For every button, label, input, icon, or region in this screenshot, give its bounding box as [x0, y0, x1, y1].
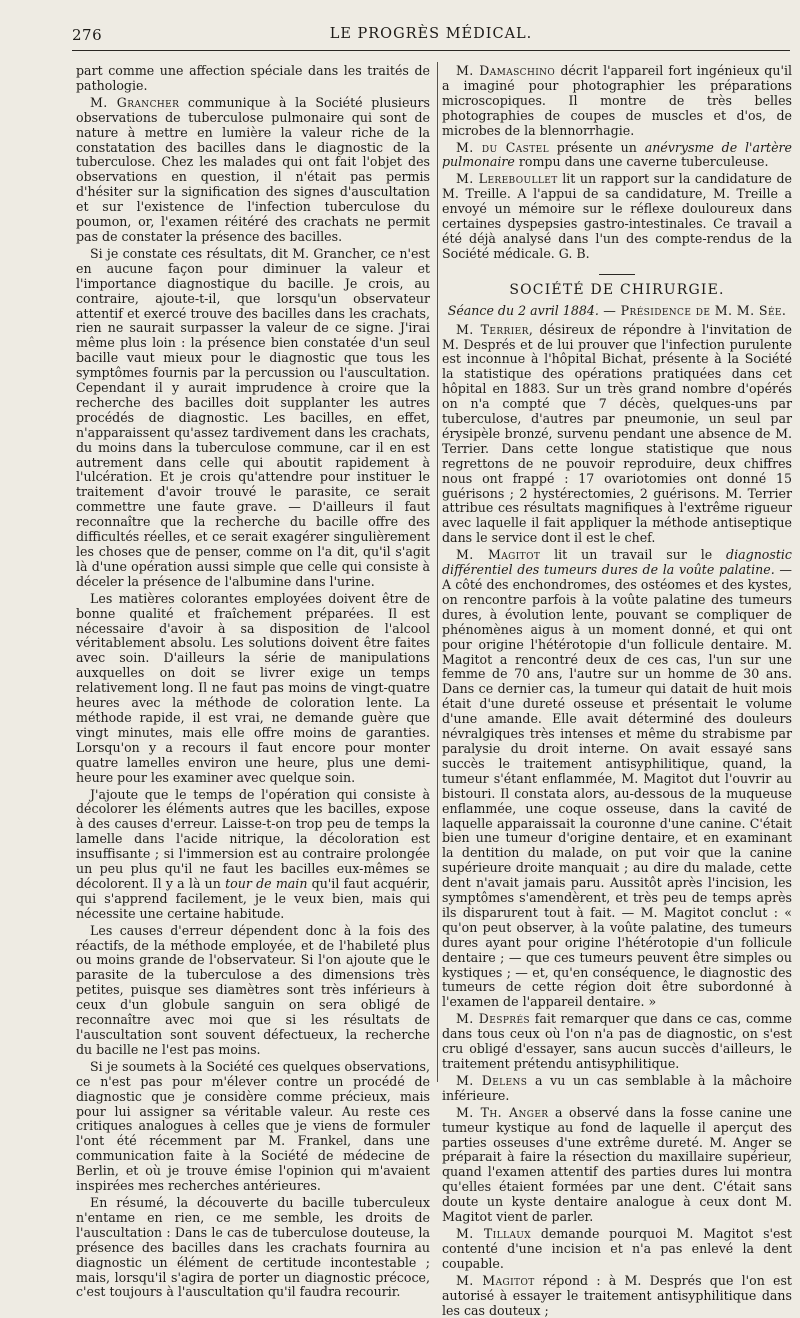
paragraph-text: lit un travail sur le [540, 547, 727, 563]
paragraph-text: part comme une affection spéciale dans les traités de pathologie. [76, 63, 430, 93]
paragraph [442, 323, 792, 547]
paragraph-text: En résumé, la découverte du bacille tuberculeux n'entame en rien, ce me semble, les droits de l'auscultation : Dans le cas de tuberculose douteuse, la présence des bacilles dans les crachats fournira au diagnostic un élément de certitude incontestable ; mais, lorsqu'il s'agira de porter un diagnostic précoce, c'est toujours à l'auscultation qu'il faudra recourir. [76, 1194, 430, 1300]
paragraph [442, 548, 792, 1010]
paragraph-text-after: — A côté des enchondromes, des ostéomes et des kystes, on rencontre parfois à la voûte palatine des tumeurs dures, à évolution lente, pouvant se compliquer de phénomènes aigus à un moment donné, et qui ont pour origine l'hétérotopie d'un follicule dentaire. M. Magitot a rencontré deux de ces cas, l'un sur une femme de 70 ans, l'autre sur un homme de 30 ans. Dans ce dernier cas, la tumeur qui datait de huit mois était d'une dureté osseuse et présentait le volume d'une amande. Elle avait déterminé des douleurs névralgiques très intenses et même du strabisme par paralysie du droit interne. On avait essayé sans succès le traitement antisyphilitique, quand, la tumeur s'étant enflammée, M. Magitot dut l'ouvrir au bistouri. Il constata alors, au-dessous de la muqueuse enflammée, une coque osseuse, dans la cavité de laquelle apparaissait la couronne d'une canine. C'était bien une tumeur d'origine dentaire, et en examinant la dentition du malade, on put voir que la canine supérieure droite manquait ; au dire du malade, cette dent n'avait jamais paru. Aussitôt après l'incision, les symptômes s'amendèrent, et très peu de temps après ils disparurent tout à fait. — M. Magitot conclut : « qu'on peut observer, à la voûte palatine, des tumeurs dures ayant pour origine l'hétérotopie d'un follicule dentaire ; — que ces tumeurs peuvent être simples ou kystiques ; — et, qu'en conséquence, le diagnostic des tumeurs de cette région doit être subordonné à l'examen de l'appareil dentaire. » [442, 562, 792, 1010]
paragraph-text-after: rompu dans une caverne tuberculeuse. [514, 154, 769, 170]
right-column-top [442, 64, 792, 262]
column-divider [437, 62, 438, 1082]
paragraph [442, 1012, 792, 1072]
paragraph [442, 64, 792, 139]
paragraph-text: décrit l'appareil fort ingénieux qu'il a imaginé pour photographier les préparations microscopiques. Il montre de très belles photographies de coupes de muscles et d'os, de microbes de la blennorrhagie. [442, 63, 792, 138]
paragraph-text: Si je soumets à la Société ces quelques observations, ce n'est pas pour m'élever contre un procédé de diagnostic que je considère comme précieux, mais pour lui assigner sa véritable valeur. Au reste ces critiques analogues à celles que je viens de formuler l'ont été récemment par M. Frankel, dans une communication faite à la Société de médecine de Berlin, et où je trouve émise l'opinion qui m'avaient inspirées mes recherches antérieures. [76, 1058, 430, 1194]
paragraph [442, 1106, 792, 1225]
section-heading [442, 274, 792, 298]
speaker-name: M. du Castel [456, 139, 549, 155]
paragraph [442, 172, 792, 261]
session-date: Séance du 2 avril 1884. [447, 302, 599, 318]
speaker-name: M. Lereboullet [456, 171, 558, 187]
paragraph-text: , désireux de répondre à l'invitation de M. Després et de lui prouver que l'infection purulente est inconnue à l'hôpital Bichat, présente à la Société la statistique des opérations pratiquées dans cet hôpital en 1883. Sur un très grand nombre d'opérés on n'a compté que 7 décès, quelques-uns par tuberculose, d'autres par pneumonie, un seul par érysipèle bronzé, survenu pendant une absence de M. Terrier. Dans cette longue statistique que nous regrettons de ne pouvoir reproduire, deux chiffres nous ont frappé : 17 ovariotomies ont donné 15 guérisons ; 2 hystérectomies, 2 guérisons. M. Terrier attribue ces résultats magnifiques à l'extrême rigueur avec laquelle il fait appliquer la méthode antiseptique dans le service dont il est le chef. [442, 321, 793, 546]
paragraph-text: J'ajoute que le temps de l'opération qui consiste à décolorer les éléments autres que les bacilles, expose à des causes d'erreur. Laisse-t-on trop peu de temps la lamelle dans l'acide nitrique, la décoloration est insuffisante ; si l'immersion est au contraire prolongée un peu plus qu'il ne faut les bacilles eux-mêmes se décolorent. Il y a là un [76, 786, 430, 891]
paragraph-text: répond : à M. Després que l'on est autorisé à essayer le traitement antisyphilitique dans les cas douteux ; [442, 1272, 792, 1318]
paragraph [442, 1227, 792, 1272]
speaker-name: M. Terrier [456, 321, 529, 337]
speaker-name: M. Damaschino [456, 63, 556, 78]
session-line [442, 304, 792, 319]
paragraph-text: Si je constate ces résultats, dit M. Grancher, ce n'est en aucune façon pour diminuer la valeur et l'importance diagnostique du bacille. Je crois, au contraire, ajoute-t-il, que lorsqu'un observateur attentif et exercé trouve des bacilles dans les crachats, rien ne saurait surpasser la valeur de ce signe. J'irai même plus loin : la présence bien constatée d'un seul bacille vaut mieux pour le diagnostic que tous les symptômes fournis par la percussion ou l'auscultation. Cependant il y aurait imprudence à croire que la recherche des bacilles doit supplanter les autres procédés de diagnostic. Les bacilles, en effet, n'apparaissent qu'assez tardivement dans les crachats, du moins dans la tuberculose commune, car il en est autrement dans celle qui aboutit rapidement à l'ulcération. Et je crois qu'attendre pour instituer le traitement d'avoir trouvé le parasite, ce serait commettre une faute grave. — D'ailleurs il faut reconnaître que la recherche du bacille offre des difficultés réelles, et ce serait exagérer singulièrement les choses que de penser, comme on l'a dit, qu'il s'agit là d'une opération aussi simple que celle qui consiste à déceler la présence de l'albumine dans l'urine. [76, 245, 430, 589]
speaker-name: M. Després [456, 1011, 530, 1027]
paragraph-text: a vu un cas semblable à la mâchoire inférieure. [442, 1072, 792, 1103]
paragraph-text: Les matières colorantes employées doivent être de bonne qualité et fraîchement préparées. Il est nécessaire d'avoir à sa disposition de l'alcool véritablement absolu. Les solutions doivent être faites avec soin. D'ailleurs la série de manipulations auxquelles on doit se livrer exige un temps relativement long. Il ne faut pas moins de vingt-quatre heures avec la méthode de coloration lente. La méthode rapide, il est vrai, ne demande guère que vingt minutes, mais elle offre moins de garanties. Lorsqu'on y a recours il faut encore pour monter quatre lamelles environ une heure, plus une demi-heure pour les examiner avec quelque soin. [76, 590, 430, 785]
paragraph [76, 1060, 430, 1194]
paragraph-text: présente un [548, 139, 645, 155]
paragraph [76, 1196, 430, 1300]
paragraph-text: demande pourquoi M. Magitot s'est contenté d'une incision et n'a pas enlevé la dent coupable. [442, 1225, 792, 1271]
right-column [442, 63, 793, 1318]
speaker-name: M. Th. Anger [456, 1104, 549, 1120]
page-number: 276 [72, 26, 103, 44]
paragraph-text: communique à la Société plusieurs observations de tuberculose pulmonaire qui sont de nature à mettre en lumière la valeur riche de la constatation des bacilles dans le diagnostic de la tuberculose. Chez les malades qui ont fait l'objet des observations en question, il n'était pas permis d'hésiter sur la signification des signes d'auscultation et sur l'existence de l'infection tuberculose du poumon, or, l'examen réitéré des crachats ne permit pas de constater la présence des bacilles. [76, 94, 431, 244]
paragraph [76, 924, 430, 1058]
italic-phrase: diagnostic différentiel des tumeurs dures de la voûte palatine. [442, 547, 792, 578]
heading-rule [599, 274, 635, 275]
paragraph [442, 141, 792, 171]
running-title: LE PROGRÈS MÉDICAL. [329, 26, 533, 42]
paragraph-text: lit un rapport sur la candidature de M. Treille. A l'appui de sa candidature, M. Treille a envoyé un mémoire sur le réflexe douloureux dans certaines dyspepsies gastro-intestinales. Ce travail a été déjà analysé dans l'un des compte-rendus de la Société médicale. G. B. [442, 171, 792, 261]
italic-phrase: anévrysme de l'artère pulmonaire [442, 139, 792, 170]
left-column [76, 63, 431, 1300]
paragraph-text: Les causes d'erreur dépendent donc à la fois des réactifs, de la méthode employée, et de l'habileté plus ou moins grande de l'observateur. Si l'on ajoute que le parasite de la tuberculose a des dimensions très petites, puisque ses diamètres sont très inférieurs à ceux d'un globule sanguin on sera obligé de reconnaître avec moi que si les résultats de l'auscultation sont souvent défectueux, la recherche du bacille ne l'est pas moins. [76, 922, 430, 1057]
speaker-name: M. Delens [456, 1072, 528, 1088]
paragraph [76, 96, 430, 245]
speaker-name: M. Tillaux [456, 1225, 532, 1241]
paragraph [76, 64, 430, 94]
italic-phrase: tour de main [225, 875, 308, 891]
section-title: SOCIÉTÉ DE CHIRURGIE. [509, 281, 725, 298]
paragraph-text: fait remarquer que dans ce cas, comme dans tous ceux où l'on n'a pas de diagnostic, on s'est cru obligé d'essayer, sans aucun succès d'ailleurs, le traitement prétendu antisyphilitique. [442, 1011, 792, 1071]
page-header [72, 24, 790, 51]
speaker-name: M. Magitot [456, 1272, 535, 1288]
session-presidency: — Présidence de M. M. Sée. [598, 302, 787, 318]
paragraph [442, 1274, 792, 1318]
paragraph [442, 1074, 792, 1104]
speaker-name: M. Magitot [456, 547, 541, 563]
right-column-bottom [442, 323, 792, 1318]
paragraph [76, 592, 430, 786]
speaker-name: M. Grancher [90, 94, 180, 110]
paragraph [76, 247, 430, 590]
paragraph-text: a observé dans la fosse canine une tumeur kystique au fond de laquelle il aperçut des parties osseuses d'une extrême dureté. M. Anger se préparait à faire la résection du maxillaire supérieur, quand l'examen attentif des parties dures lui montra qu'elles étaient formées par une dent. C'était sans doute un kyste dentaire analogue à ceux dont M. Magitot vient de parler. [442, 1104, 793, 1225]
paragraph [76, 788, 430, 922]
paragraph-text-after: qu'il faut acquérir, qui s'apprend facilement, je le veux bien, mais qui nécessite une certaine habitude. [76, 875, 431, 921]
